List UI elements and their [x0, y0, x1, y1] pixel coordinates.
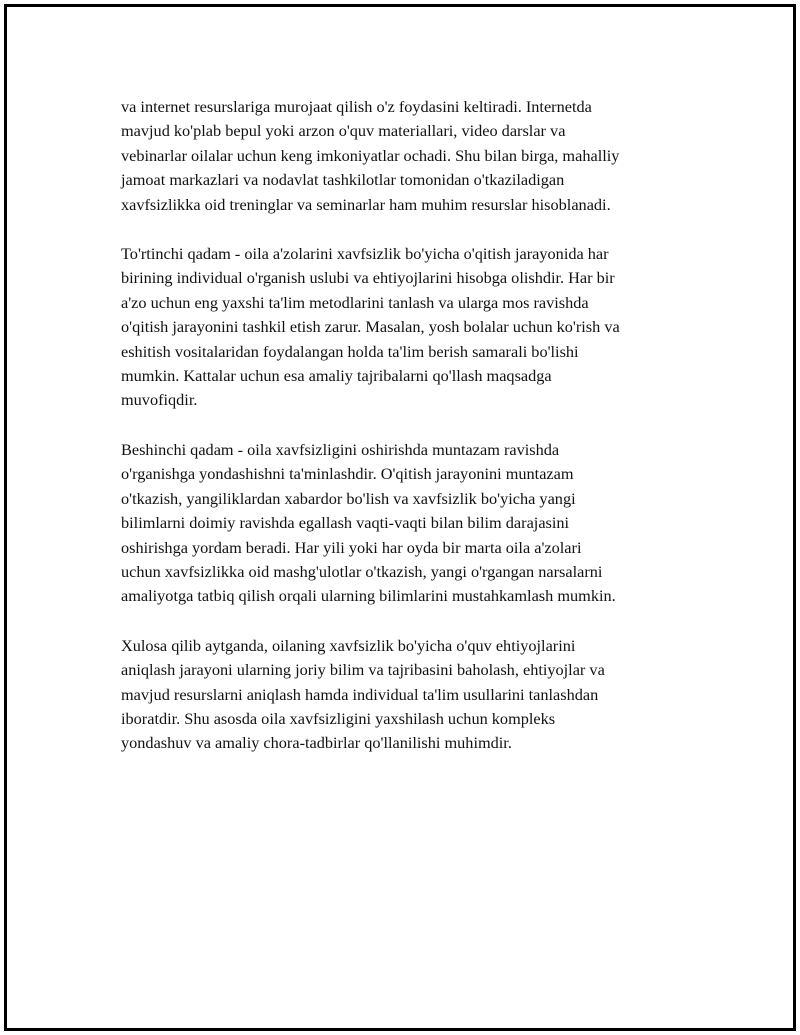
page-border: [4, 4, 796, 1031]
document-body: [121, 95, 701, 781]
paragraph-step-five: Beshinchi qadam - oila xavfsizligini oshirishda muntazam ravishda o'rganishga yondashishni ta'minlashdir. O'qitish jarayonini muntazam o'tkazish, yangiliklardan xabardor bo'lish va xavfsizlik bo'yicha yangi bilimlarni doimiy ravishda egallash vaqti-vaqti bilan bilim darajasini oshirishga yordam beradi. Har yili yoki har oyda bir marta oila a'zolari uchun xavfsizlikka oid mashg'ulotlar o'tkazish, yangi o'rgangan narsalarni amaliyotga tatbiq qilish orqali ularning bilimlarini mustahkamlash mumkin.: [121, 439, 616, 606]
paragraph-resources: va internet resurslariga murojaat qilish o'z foydasini keltiradi. Internetda mavjud ko'plab bepul yoki arzon o'quv materiallari, video darslar va vebinarlar oilalar uchun keng imkoniyatlar ochadi. Shu bilan birga, mahalliy jamoat markazlari va nodavlat tashkilotlar tomonidan o'tkaziladigan xavfsizlikka oid treninglar va seminarlar ham muhim resurslar hisoblanadi.: [121, 97, 620, 214]
paragraph-step-four: To'rtinchi qadam - oila a'zolarini xavfsizlik bo'yicha o'qitish jarayonida har birining individual o'rganish uslubi va ehtiyojlarini hisobga olishdir. Har bir a'zo uchun eng yaxshi ta'lim metodlarini tanlash va ularga mos ravishda o'qitish jarayonini tashkil etish zarur. Masalan, yosh bolalar uchun ko'rish va eshitish vositalaridan foydalangan holda ta'lim berish samarali bo'lishi mumkin. Kattalar uchun esa amaliy tajribalarni qo'llash maqsadga muvofiqdir.: [121, 244, 620, 410]
paragraph-conclusion: Xulosa qilib aytganda, oilaning xavfsizlik bo'yicha o'quv ehtiyojlarini aniqlash jarayoni ularning joriy bilim va tajribasini baholash, ehtiyojlar va mavjud resurslarni aniqlash hamda individual ta'lim usullarini tanlashdan iboratdir. Shu asosda oila xavfsizligini yaxshilash uchun kompleks yondashuv va amaliy chora-tadbirlar qo'llanilishi muhimdir.: [121, 635, 605, 753]
